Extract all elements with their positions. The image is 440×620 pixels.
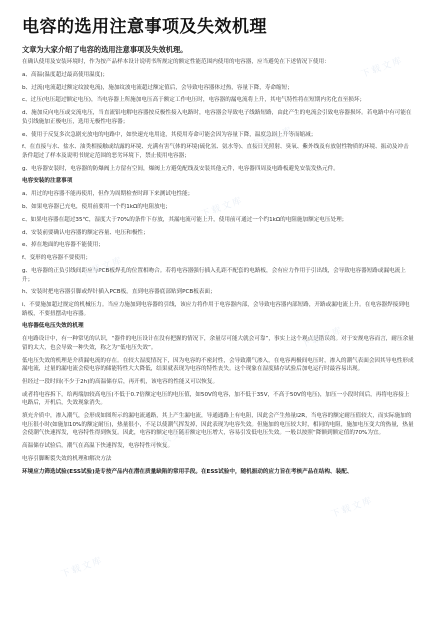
paragraph: f、在直接与水、盐水、油类相接触或结露的环境、充满有害气体的环境(硫化氢、氨水等)、直接日光照射、臭氧、紫外线及有放射性物质的环境、振动及冲击条件超过了样本及说明书规定范围的恶劣环境下，禁止使用电容器；: [22, 144, 409, 159]
section-heading: 环境应力筛选试验(ESS试验)是专按产品内在潜在质量缺陷的常用手段。在ESS试验中，随机振动的应力旨在考核产品在结构、装配、: [22, 468, 353, 475]
paragraph: 低电压失效的机理是介质漏电流的存在。在较大湿度情况下，因为电容的不密封性，会导致潮气渗入，在电容两极间电压时，渗入的潮气表面会因其导电性形成漏电流，过量的漏电流会使电容的储能特性大大降低，结果就表现为电容的特性丧失。这个现象在湿度储存试验后加电运行时最容易出现。: [22, 357, 414, 373]
article-body: [22, 58, 414, 616]
section-heading: 电容器低电压失效的机理: [22, 323, 84, 330]
paragraph: a、高温(温度超过最高使用温度)；: [22, 71, 109, 78]
paragraph: 填充介质中，渗入潮气，会形成如图所示的漏电流通路，其上产生漏电流，导通通路上有电阻，因此会产生热量I2R，当电容的额定耐压值较大，而实际施加的电压很小时(如施加10%的额定耐压)，热量很小，不足以使潮气挥发掉，因此表现为电容失效。但施加的电压较大时，相同的电阻，施加电压变大的热量，热量会使潮气快速挥发，电容特性得到恢复。因此，电容的额定电压随着额定电压增大，容易引发低电压失效。一般以按照“降额到额定值的70%为宜。: [22, 413, 414, 437]
paragraph: 或者将电容拆下，给两端加较高电压(不低于0.7倍额定电压的电压值，如50V的电容，加不低于35V，不高于50V的电压)，加压一小段时间后，再将电容接上电路后，开机后，失效现象消失。: [22, 391, 410, 407]
paragraph: 电容引脚断裂失效的机理和解决方法: [22, 455, 112, 462]
watermark: 下载文库: [150, 425, 195, 451]
paragraph: 在电路设计中，有一种常见的认识，“器件的电压设计在没有把握的情况下，余量尽可能大就会可靠”，事实上这个观点是错误的。对于安规电容而言，耐压余量留的太大，也会导致一种失效，称之为“低电压失效”。: [22, 336, 414, 351]
paragraph: h、安装时把电容器引脚或焊针插入PCB板，直到电容器底部贴到PCB板表面；: [22, 289, 216, 296]
paragraph: e、使用于反复多次急剧充放电的电路中，如快速充电用途，其使用寿命可能会因为容量下降，温度急剧上升等而缩减；: [22, 131, 317, 138]
paragraph: a、用过的电容器不能再使用，但作为周期检查时卸下来测试电性能；: [22, 191, 194, 198]
watermark: 下载文库: [200, 195, 245, 221]
watermark: 下载文库: [360, 55, 405, 81]
page-title: 电容的选用注意事项及失效机理: [22, 17, 267, 37]
paragraph: 高温储存试验后，潮气在高温下快速挥发，电容特性可恢复。: [22, 443, 174, 450]
watermark: 下载文库: [250, 125, 295, 151]
watermark: 下载文库: [60, 555, 105, 581]
section-heading: 电容安装的注意事项: [22, 178, 73, 185]
watermark: 下载文库: [80, 255, 125, 281]
paragraph: 但经过一段时间(不少于2h)的高温储存后，再开机，该电容的性能又可以恢复。: [22, 378, 219, 385]
paragraph: i、不要施加超过规定的机械压力。当应力施加到电容器的引线，该应力将作用于电容器内部，会导致电容器内部短路，开路或漏电流上升。在电容器焊接到电路板，不要扭摆动电容器。: [22, 302, 410, 317]
paragraph: b、过流(电流超过额定纹波电流)，施加纹波电流超过额定值后，会导致电容器体过热，容量下降，寿命缩短；: [22, 84, 293, 91]
paragraph: d、施加反向电压或交流电压，当直流铝电解电容器按反极性接入电路时，电容器会导致电子线路短路，由此产生的电流会引致电容器损坏。若电路中有可能在负引线施加正极电压，选用无极性电容器；: [22, 110, 412, 125]
watermark: 下载文库: [330, 495, 375, 521]
paragraph: d、安装前要确认电容器的额定容量、电压和极性；: [22, 229, 149, 236]
paragraph: g、电容器的正负引线间距应与PCB板焊孔的位置相吻合。若将电容器强行插入孔距不配套的电路板，会有应力作用于引出线，会导致电容器短路或漏电流上升；: [22, 267, 406, 283]
paragraph: g、电容器安装时，电容器的防爆阀上方留有空间，爆阀上方避免配线及安装其他元件，电容器四周及电路板避免安装发热元件。: [22, 165, 339, 172]
paragraph: c、如果电容器在超过35℃，湿度大于70%的条件下存放，其漏电流可能上升，使用前可通过一个约1kΩ的电阻施加额定电压处理；: [22, 216, 348, 223]
watermark: 下载文库: [300, 325, 345, 351]
paragraph: c、过压(电压超过额定电压)，当电容器上所施加电压高于额定工作电压时，电容器的漏电流将上升，其电气特性将在短期内劣化直至损坏；: [22, 97, 366, 104]
paragraph: f、变形的电容器不要使用；: [22, 255, 92, 262]
article-summary: 文章为大家介绍了电容的选用注意事项及失效机理。: [22, 45, 188, 54]
paragraph: b、如果电容器已充电，使用前要用一个约1kΩ的电阻放电；: [22, 204, 171, 210]
paragraph: e、掉在地面的电容器不能使用；: [22, 242, 104, 249]
paragraph: 在确认使用及安装环境时，作为按产品样本设计说明书所规定的额定性能范围内使用的电容器，应当避免在下述情况下使用：: [22, 59, 330, 65]
